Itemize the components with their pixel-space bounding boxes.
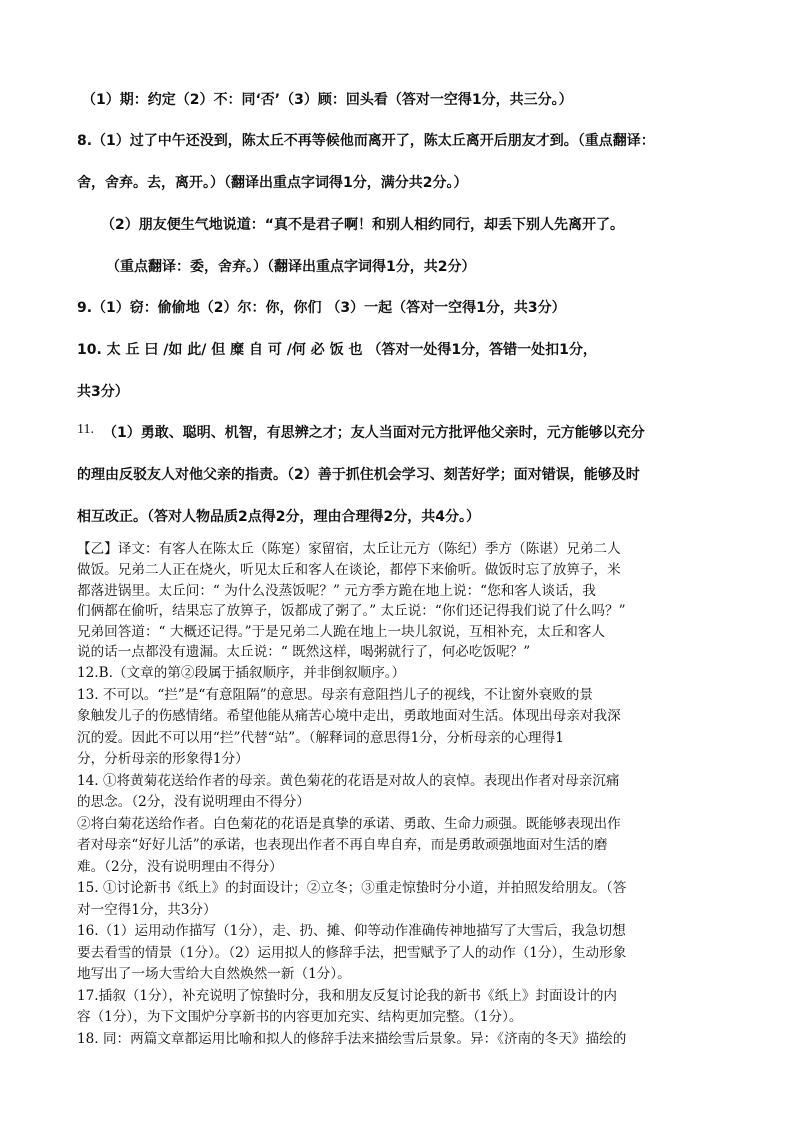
translation-yi-line-4: 们俩都在偷听，结果忘了放箅子，饭都成了粥了。” 太丘说：“你们还记得我们说了什么吗？” — [77, 603, 626, 619]
answer-q10-line-2: 共3分） — [77, 384, 129, 400]
answer-q10-line-1: 10. 太 丘 曰 /如 此/ 但 糜 自 可 /何 必 饭 也 （答对一处得1分，答错一处扣1分， — [77, 342, 597, 358]
answer-q7: （1）期：约定（2）不：同‘否’（3）顾：回头看（答对一空得1分，共三分。） — [82, 92, 573, 108]
answer-q12: 12.B.（文章的第②段属于插叙顺序，并非倒叙顺序。） — [77, 665, 406, 681]
translation-yi-line-6: 说的话一点都没有遗漏。太丘说：“ 既然这样，喝粥就行了，何必吃饭呢？” — [77, 644, 531, 660]
answer-q8-line-2: 舍，舍弃。去，离开。）（翻译出重点字词得1分，满分共2分。） — [77, 175, 468, 191]
translation-yi-line-5: 兄弟回答道：“ 大概还记得。”于是兄弟二人跪在地上一块儿叙说，互相补充，太丘和客人 — [77, 624, 605, 640]
answer-q15-line-2: 对一空得1分，共3分） — [77, 902, 217, 918]
answer-q17-line-1: 17.插叙（1分），补充说明了惊蛰时分，我和朋友反复讨论我的新书《纸上》封面设计的内 — [77, 988, 618, 1004]
answer-q11-line-2: 的理由反驳友人对他父亲的指责。（2）善于抓住机会学习、刻苦好学；面对错误，能够及时 — [77, 467, 640, 483]
answer-q14-line-1: 14. ①将黄菊花送给作者的母亲。黄色菊花的花语是对故人的哀悼。表现出作者对母亲沉痛 — [77, 773, 620, 789]
translation-yi-line-1: 【乙】译文：有客人在陈太丘（陈寔）家留宿，太丘让元方（陈纪）季方（陈谌）兄弟二人 — [77, 541, 621, 557]
answer-q11-line-1: （1）勇敢、聪明、机智，有思辨之才；友人当面对元方批评他父亲时，元方能够以充分 — [103, 425, 645, 441]
answer-q11-number: 11. — [77, 422, 94, 437]
answer-q13-line-1: 13. 不可以。“拦”是“有意阻隔”的意思。母亲有意阻挡儿子的视线，不让窗外衰败的景 — [77, 687, 593, 703]
answer-q14-line-2: 的思念。（2分，没有说明理由不得分） — [77, 794, 310, 810]
answer-q17-line-2: 容（1分），为下文围炉分享新书的内容更加充实、结构更加完整。（1分）。 — [77, 1009, 523, 1025]
answer-q8-line-3: （2）朋友便生气地说道：“真不是君子啊！和别人相约同行，却丢下别人先离开了。 — [101, 217, 624, 233]
translation-yi-line-3: 都落进锅里。太丘问：“ 为什么没蒸饭呢？” 元方季方跪在地上说：“您和客人谈话，我 — [77, 583, 596, 599]
answer-q15-line-1: 15. ①讨论新书《纸上》的封面设计；②立冬；③重走惊蛰时分小道，并拍照发给朋友。（答 — [77, 880, 627, 896]
answer-q8-line-4: （重点翻译：委，舍弃。）（翻译出重点字词得1分，共2分） — [106, 259, 476, 275]
answer-q11-line-3: 相互改正。（答对人物品质2点得2分，理由合理得2分，共4分。） — [77, 509, 480, 525]
answer-q13-line-3: 沉的爱。因此不可以用“拦”代替“站”。（解释词的意思得1分，分析母亲的心理得1 — [77, 730, 564, 746]
answer-q13-line-2: 象触发儿子的伤感情绪。希望他能从痛苦心境中走出，勇敢地面对生活。体现出母亲对我深 — [77, 708, 621, 724]
answer-q18-line-1: 18. 同：两篇文章都运用比喻和拟人的修辞手法来描绘雪后景象。异：《济南的冬天》描绘的 — [77, 1031, 627, 1047]
answer-q8-line-1: 8.（1）过了中午还没到，陈太丘不再等候他而离开了，陈太丘离开后朋友才到。（重点翻译： — [77, 133, 655, 149]
answer-q14-line-3: ②将白菊花送给作者。白色菊花的花语是真挚的承诺、勇敢、生命力顽强。既能够表现出作 — [77, 816, 621, 832]
answer-q14-line-5: 难。（2分，没有说明理由不得分） — [77, 859, 283, 875]
translation-yi-line-2: 做饭。兄弟二人正在烧火，听见太丘和客人在谈论，都停下来偷听。做饭时忘了放箅子，米 — [77, 562, 621, 578]
answer-q16-line-1: 16.（1）运用动作描写（1分），走、扔、摊、仰等动作准确传神地描写了大雪后，我急切想 — [77, 923, 626, 939]
answer-q16-line-3: 地写出了一场大雪给大自然焕然一新（1分）。 — [77, 966, 351, 982]
answer-q14-line-4: 者对母亲“好好儿活”的承诺，也表现出作者不再自卑自弃，而是勇敢顽强地面对生活的磨 — [77, 837, 608, 853]
answer-q16-line-2: 要去看雪的情景（1分）。（2）运用拟人的修辞手法，把雪赋予了人的动作（1分），生动形象 — [77, 945, 627, 961]
answer-q9: 9.（1）窃：偷偷地（2）尔：你，你们 （3）一起（答对一空得1分，共3分） — [77, 300, 566, 316]
answer-q13-line-4: 分，分析母亲的形象得1分） — [77, 751, 249, 767]
